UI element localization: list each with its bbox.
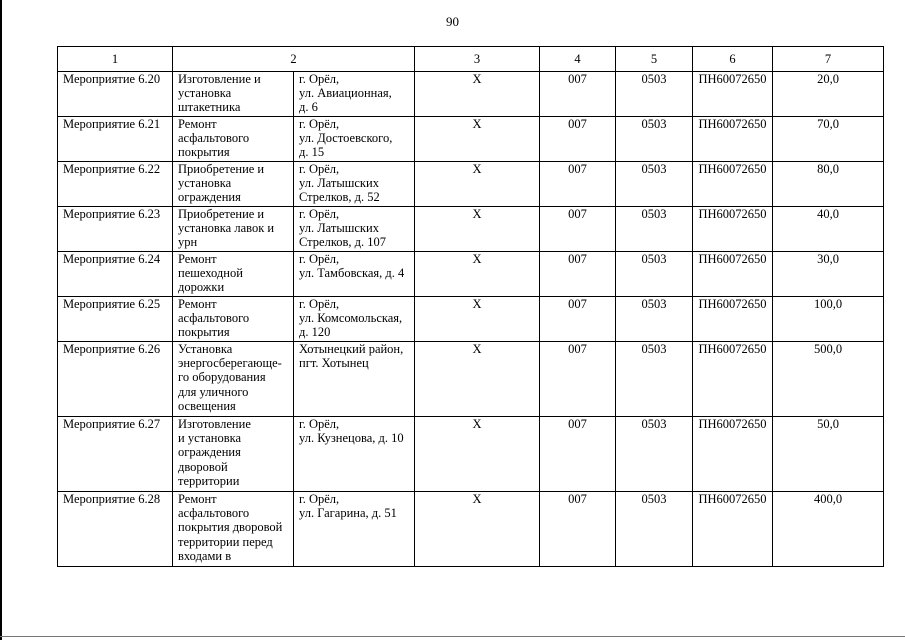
column-4-cell: 007 xyxy=(540,117,616,162)
header-cell-2: 2 xyxy=(173,47,415,72)
address-cell: г. Орёл, ул. Латышских Стрелков, д. 52 xyxy=(294,162,415,207)
column-5-cell: 0503 xyxy=(616,162,693,207)
column-4-cell: 007 xyxy=(540,417,616,492)
address-cell: г. Орёл, ул. Достоевского, д. 15 xyxy=(294,117,415,162)
column-4-cell: 007 xyxy=(540,162,616,207)
header-cell-7: 7 xyxy=(773,47,884,72)
column-3-cell: X xyxy=(415,492,540,567)
table-row xyxy=(58,342,884,417)
column-6-cell: ПН60072650 xyxy=(693,492,773,567)
column-4-cell: 007 xyxy=(540,252,616,297)
event-cell: Мероприятие 6.27 xyxy=(58,417,173,492)
header-cell-4: 4 xyxy=(540,47,616,72)
work-description-cell: Ремонт асфальтового покрытия xyxy=(173,117,294,162)
column-7-cell: 400,0 xyxy=(773,492,884,567)
header-cell-6: 6 xyxy=(693,47,773,72)
table-row xyxy=(58,417,884,492)
table-body xyxy=(58,47,884,567)
column-6-cell: ПН60072650 xyxy=(693,252,773,297)
event-cell: Мероприятие 6.28 xyxy=(58,492,173,567)
budget-table xyxy=(57,46,884,567)
work-description-cell: Изготовление и установка штакетника xyxy=(173,72,294,117)
column-7-cell: 80,0 xyxy=(773,162,884,207)
event-cell: Мероприятие 6.24 xyxy=(58,252,173,297)
table-row xyxy=(58,297,884,342)
column-3-cell: X xyxy=(415,297,540,342)
event-cell: Мероприятие 6.22 xyxy=(58,162,173,207)
address-cell: Хотынецкий район, пгт. Хотынец xyxy=(294,342,415,417)
work-description-cell: Ремонт асфальтового покрытия xyxy=(173,297,294,342)
work-description-cell: Ремонт пешеходной дорожки xyxy=(173,252,294,297)
event-cell: Мероприятие 6.23 xyxy=(58,207,173,252)
work-description-cell: Приобретение и установка ограждения xyxy=(173,162,294,207)
address-cell: г. Орёл, ул. Тамбовская, д. 4 xyxy=(294,252,415,297)
work-description-cell: Ремонт асфальтового покрытия дворовой территории перед входами в xyxy=(173,492,294,567)
header-cell-5: 5 xyxy=(616,47,693,72)
column-7-cell: 500,0 xyxy=(773,342,884,417)
column-3-cell: X xyxy=(415,417,540,492)
event-cell: Мероприятие 6.25 xyxy=(58,297,173,342)
column-5-cell: 0503 xyxy=(616,417,693,492)
column-6-cell: ПН60072650 xyxy=(693,72,773,117)
column-6-cell: ПН60072650 xyxy=(693,207,773,252)
table-header-row xyxy=(58,47,884,72)
column-3-cell: X xyxy=(415,162,540,207)
column-7-cell: 70,0 xyxy=(773,117,884,162)
address-cell: г. Орёл, ул. Гагарина, д. 51 xyxy=(294,492,415,567)
event-cell: Мероприятие 6.21 xyxy=(58,117,173,162)
column-6-cell: ПН60072650 xyxy=(693,342,773,417)
table-row xyxy=(58,117,884,162)
column-7-cell: 50,0 xyxy=(773,417,884,492)
column-5-cell: 0503 xyxy=(616,252,693,297)
column-5-cell: 0503 xyxy=(616,297,693,342)
column-3-cell: X xyxy=(415,252,540,297)
table-row xyxy=(58,207,884,252)
table-row xyxy=(58,72,884,117)
column-3-cell: X xyxy=(415,207,540,252)
column-3-cell: X xyxy=(415,117,540,162)
column-3-cell: X xyxy=(415,342,540,417)
column-7-cell: 100,0 xyxy=(773,297,884,342)
column-7-cell: 40,0 xyxy=(773,207,884,252)
address-cell: г. Орёл, ул. Авиационная, д. 6 xyxy=(294,72,415,117)
work-description-cell: Изготовление и установка ограждения дворовой территории xyxy=(173,417,294,492)
column-5-cell: 0503 xyxy=(616,342,693,417)
column-3-cell: X xyxy=(415,72,540,117)
column-6-cell: ПН60072650 xyxy=(693,297,773,342)
column-7-cell: 30,0 xyxy=(773,252,884,297)
column-6-cell: ПН60072650 xyxy=(693,162,773,207)
table-row xyxy=(58,492,884,567)
header-cell-1: 1 xyxy=(58,47,173,72)
event-cell: Мероприятие 6.26 xyxy=(58,342,173,417)
event-cell: Мероприятие 6.20 xyxy=(58,72,173,117)
table-row xyxy=(58,252,884,297)
address-cell: г. Орёл, ул. Кузнецова, д. 10 xyxy=(294,417,415,492)
table-row xyxy=(58,162,884,207)
work-description-cell: Установка энергосберегающе- го оборудования для уличного освещения xyxy=(173,342,294,417)
page-left-border xyxy=(0,0,2,640)
page-number: 90 xyxy=(446,14,459,29)
address-cell: г. Орёл, ул. Комсомольская, д. 120 xyxy=(294,297,415,342)
column-5-cell: 0503 xyxy=(616,72,693,117)
address-cell: г. Орёл, ул. Латышских Стрелков, д. 107 xyxy=(294,207,415,252)
column-5-cell: 0503 xyxy=(616,117,693,162)
column-5-cell: 0503 xyxy=(616,492,693,567)
column-4-cell: 007 xyxy=(540,207,616,252)
work-description-cell: Приобретение и установка лавок и урн xyxy=(173,207,294,252)
column-4-cell: 007 xyxy=(540,342,616,417)
column-5-cell: 0503 xyxy=(616,207,693,252)
page-bottom-border xyxy=(0,636,905,637)
header-cell-3: 3 xyxy=(415,47,540,72)
column-4-cell: 007 xyxy=(540,297,616,342)
column-6-cell: ПН60072650 xyxy=(693,417,773,492)
column-4-cell: 007 xyxy=(540,492,616,567)
column-6-cell: ПН60072650 xyxy=(693,117,773,162)
column-7-cell: 20,0 xyxy=(773,72,884,117)
column-4-cell: 007 xyxy=(540,72,616,117)
